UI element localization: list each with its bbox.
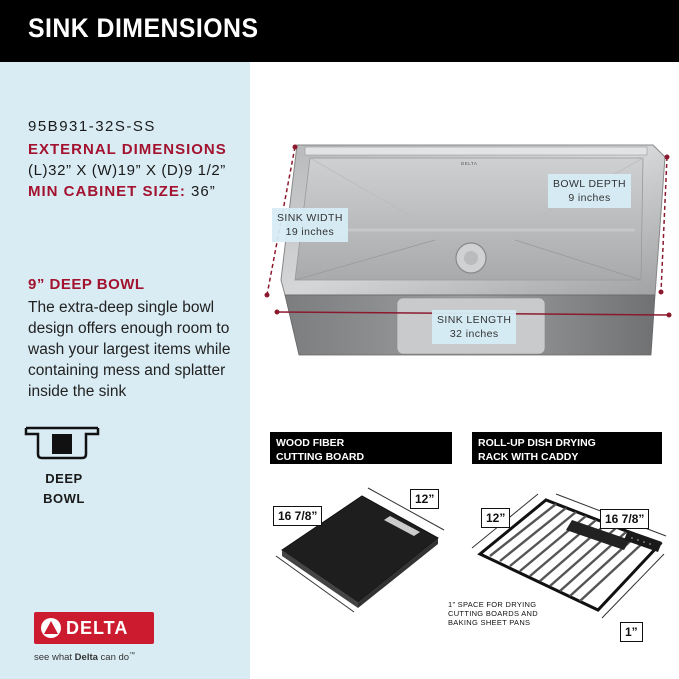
delta-logo <box>34 612 154 644</box>
cabinet-size <box>28 183 216 200</box>
drying-rack-header <box>472 432 662 464</box>
sink-brand-mark: DELTA <box>461 161 478 166</box>
rack-note-line2: CUTTING BOARDS AND <box>448 609 538 618</box>
bowl-depth-callout <box>548 174 631 208</box>
icon-label-line1: DEEP <box>45 471 83 486</box>
rack-space-label: 1” <box>620 622 643 642</box>
rack-width-label: 12” <box>481 508 510 528</box>
page-title: SINK DIMENSIONS <box>28 13 259 43</box>
tagline-brand: Delta <box>74 652 98 664</box>
cutting-board-header <box>270 432 452 464</box>
logo-tagline <box>34 652 135 663</box>
bowl-depth-value: 9 inches <box>568 192 611 204</box>
icon-label-line2: BOWL <box>43 491 85 506</box>
external-dimensions-label: EXTERNAL DIMENSIONS <box>28 141 227 158</box>
rack-note-line3: BAKING SHEET PANS <box>448 618 531 627</box>
sink-width-value: 19 inches <box>285 226 335 238</box>
board-width-label: 12” <box>410 489 439 509</box>
tagline-post: can do <box>97 652 130 664</box>
external-dimensions-value: (L)32” X (W)19” X (D)9 1/2” <box>28 162 226 179</box>
sink-width-title: SINK WIDTH <box>277 212 343 224</box>
rack-note-line1: 1” SPACE FOR DRYING <box>448 600 537 609</box>
tagline-trademark: ™ <box>129 652 136 658</box>
board-title-line1: WOOD FIBER <box>276 437 345 449</box>
rack-title-line2: RACK WITH CADDY <box>478 451 579 463</box>
rack-space-note <box>448 600 538 627</box>
board-title-line2: CUTTING BOARD <box>276 451 365 463</box>
delta-triangle-icon <box>40 617 62 639</box>
deep-bowl-icon-label <box>36 469 92 509</box>
sink-length-callout <box>432 310 516 344</box>
cabinet-size-value: 36” <box>185 183 216 200</box>
deep-bowl-icon <box>22 424 102 464</box>
sink-width-callout <box>272 208 348 242</box>
model-number: 95B931-32S-SS <box>28 118 156 135</box>
bowl-depth-title: BOWL DEPTH <box>553 178 627 190</box>
tagline-pre: see what <box>34 652 75 664</box>
header-bar <box>0 0 679 62</box>
sink-length-value: 32 inches <box>449 328 499 340</box>
deep-bowl-heading: 9” DEEP BOWL <box>28 276 145 293</box>
board-length-label: 16 7/8” <box>273 506 322 526</box>
sink-length-title: SINK LENGTH <box>437 314 512 326</box>
rack-title-line1: ROLL-UP DISH DRYING <box>478 437 596 449</box>
deep-bowl-description: The extra-deep single bowl design offers enough room to wash your largest items while containing mess and splatter inside the sink <box>28 299 231 400</box>
cabinet-size-label: MIN CABINET SIZE: <box>28 183 186 200</box>
rack-length-label: 16 7/8” <box>600 509 649 529</box>
delta-logo-wordmark: DELTA <box>66 618 129 638</box>
